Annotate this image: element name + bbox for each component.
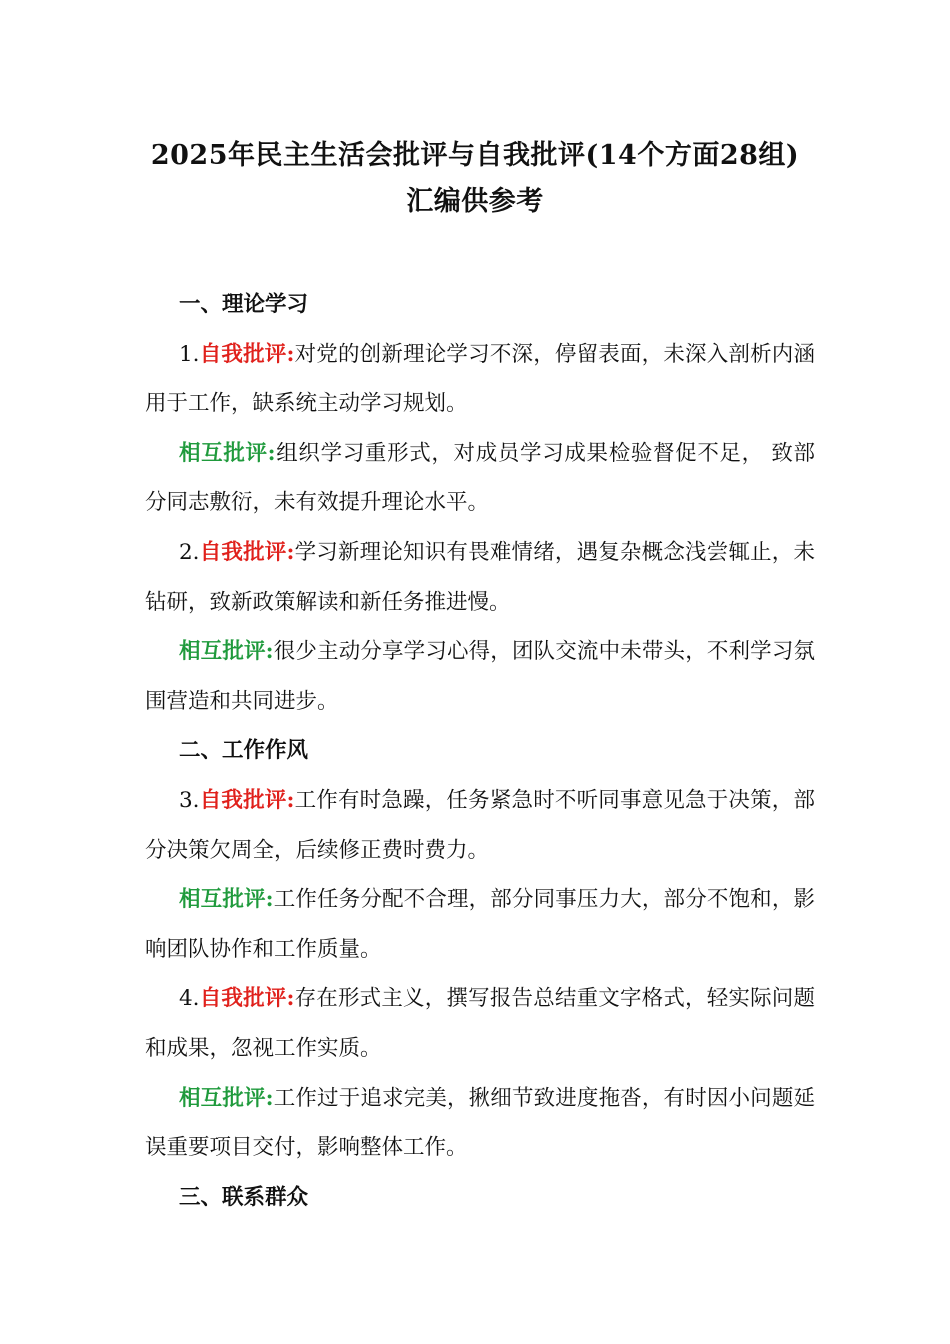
paragraph-text: 对党的创新理论学习不深，停留表面，未深入剖析内涵用于工作，缺系统主动学习规划。 [145, 341, 815, 417]
document-body [145, 280, 815, 1222]
self-criticism-label: 自我批评: [199, 341, 295, 367]
mutual-criticism-label: 相互批评: [179, 887, 274, 913]
self-criticism-label: 自我批评: [199, 787, 295, 813]
paragraph-text: 组织学习重形式，对成员学习成果检验督促不足， 致部分同志敷衍，未有效提升理论水平。 [145, 440, 815, 516]
item-number: 4. [179, 986, 200, 1012]
section-heading-work-style: 二、工作作风 [179, 738, 309, 764]
paragraph-self-criticism-4 [145, 974, 815, 1073]
paragraph-text: 工作任务分配不合理，部分同事压力大，部分不饱和，影响团队协作和工作质量。 [145, 887, 816, 962]
paragraph-text: 工作有时急躁，任务紧急时不听同事意见急于决策，部分决策欠周全，后续修正费时费力。 [145, 787, 815, 863]
section-heading-mass-contact: 三、联系群众 [179, 1184, 309, 1210]
paragraph-mutual-criticism-2 [145, 627, 815, 726]
item-number: 2. [179, 539, 200, 565]
paragraph-self-criticism-1 [145, 330, 815, 429]
section-heading-theory: 一、理论学习 [179, 292, 309, 317]
paragraph-text: 学习新理论知识有畏难情绪，遇复杂概念浅尝辄止，未钻研，致新政策解读和新任务推进慢。 [145, 539, 815, 615]
mutual-criticism-label: 相互批评: [179, 1085, 274, 1111]
self-criticism-label: 自我批评: [199, 986, 295, 1012]
paragraph-text: 存在形式主义，撰写报告总结重文字格式，轻实际问题和成果，忽视工作实质。 [145, 986, 815, 1061]
paragraph-mutual-criticism-3 [145, 875, 815, 974]
document-title-line-1: 2025年民主生活会批评与自我批评(14个方面28组) [150, 140, 800, 171]
paragraph-self-criticism-2 [145, 528, 815, 627]
item-number: 1. [179, 341, 200, 367]
mutual-criticism-label: 相互批评: [179, 639, 274, 665]
item-number: 3. [179, 787, 200, 813]
paragraph-mutual-criticism-1 [145, 429, 815, 528]
paragraph-text: 很少主动分享学习心得，团队交流中未带头，不利学习氛围营造和共同进步。 [145, 639, 816, 714]
paragraph-self-criticism-3 [145, 776, 815, 875]
paragraph-mutual-criticism-4 [145, 1074, 815, 1173]
document-title-line-2: 汇编供参考 [406, 186, 544, 217]
self-criticism-label: 自我批评: [199, 539, 295, 565]
paragraph-text: 工作过于追求完美，揪细节致进度拖沓，有时因小问题延误重要项目交付，影响整体工作。 [145, 1085, 816, 1161]
mutual-criticism-label: 相互批评: [179, 440, 276, 466]
